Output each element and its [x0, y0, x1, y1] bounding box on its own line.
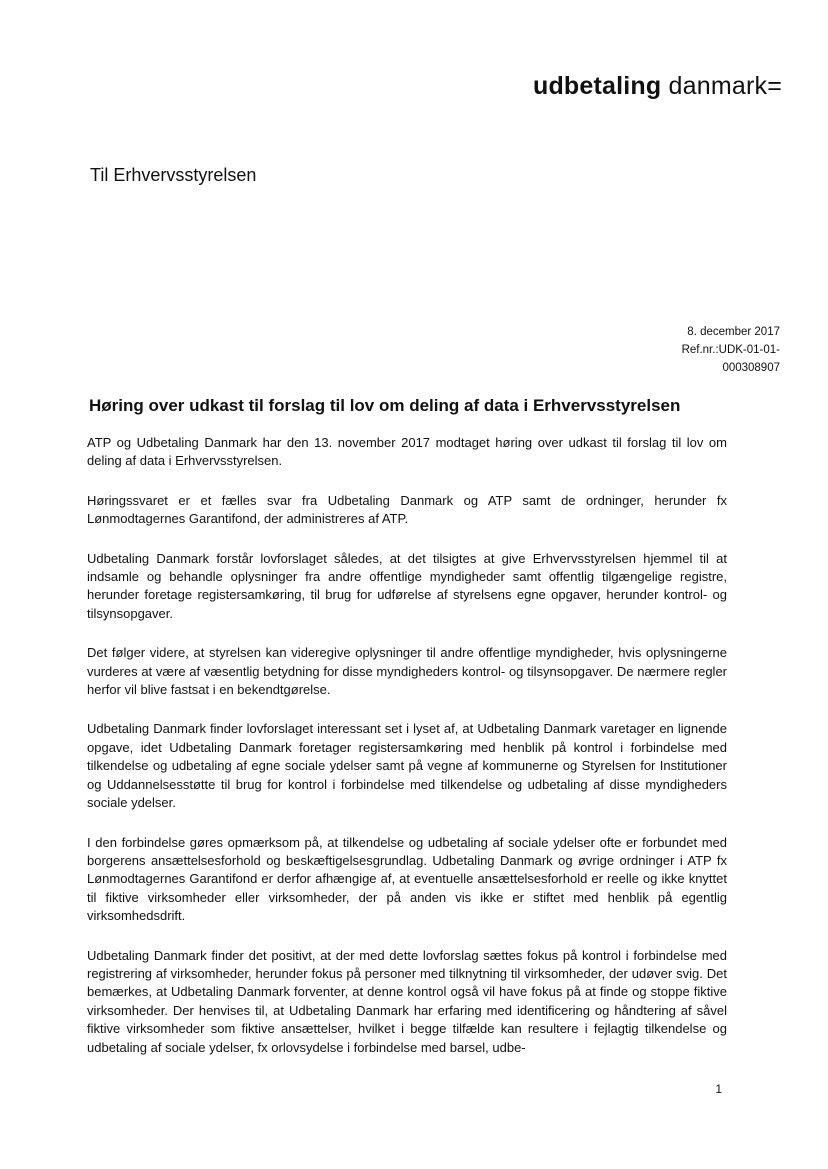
logo-light-text: danmark= — [668, 72, 782, 100]
reference-number-line-2: 000308907 — [722, 362, 780, 374]
body-paragraph: Udbetaling Danmark finder det positivt, at der med dette lovforslag sættes fokus på kontrol i forbindelse med registrering af virksomheder, herunder fokus på personer med tilknytning til virksomheder, der udøver svig. Det bemærkes, at Udbetaling Danmark forventer, at denne kontrol også vil have fokus på at finde og stoppe fiktive virksomheder. Der henvises til, at Udbetaling Danmark har erfaring med identificering og håndtering af såvel fiktive virksomheder som fiktive ansættelser, hvilket i begge tilfælde kan resultere i fejlagtig tilkendelse og udbetaling af sociale ydelser, fx orlovsydelse i forbindelse med barsel, udbe- — [87, 947, 727, 1055]
body-paragraph: ATP og Udbetaling Danmark har den 13. november 2017 modtaget høring over udkast til forslag til lov om deling af data i Erhvervsstyrelsen. — [87, 435, 727, 469]
body-paragraph: Udbetaling Danmark forstår lovforslaget således, at det tilsigtes at give Erhvervsstyrelsen hjemmel til at indsamle og behandle oplysninger fra andre offentlige myndigheder samt offentlig tilgængelige registre, herunder foretage registersamkøring, til brug for udførelse af styrelsens egne opgaver, herunder kontrol- og tilsynsopgaver. — [87, 550, 727, 621]
udbetaling-danmark-logo — [533, 72, 782, 101]
body-paragraph: Det følger videre, at styrelsen kan videregive oplysninger til andre offentlige myndigheder, hvis oplysningerne vurderes at være af væsentlig betydning for disse myndigheders kontrol- og tilsynsopgaver. De nærmere regler herfor vil blive fastsat i en bekendtgørelse. — [87, 645, 727, 698]
document-date: 8. december 2017 — [687, 326, 780, 338]
document-body — [87, 434, 727, 1078]
body-paragraph: I den forbindelse gøres opmærksom på, at tilkendelse og udbetaling af sociale ydelser ofte er forbundet med borgerens ansættelsesforhold og beskæftigelsesgrundlag. Udbetaling Danmark og øvrige ordninger i ATP fx Lønmodtagernes Garantifond er derfor afhængige af, at eventuelle ansættelsesforhold er reelle og ikke knyttet til fiktive virksomheder eller virksomheder, der på anden vis ikke er stiftet med henblik på egentlig virksomhedsdrift. — [87, 834, 727, 924]
reference-number-line-1: Ref.nr.:UDK-01-01- — [681, 344, 780, 356]
page-number: 1 — [715, 1082, 722, 1096]
document-title: Høring over udkast til forslag til lov om deling af data i Erhvervsstyrelsen — [89, 396, 681, 415]
document-meta — [682, 323, 780, 377]
body-paragraph: Høringssvaret er et fælles svar fra Udbetaling Danmark og ATP samt de ordninger, herunder fx Lønmodtagernes Garantifond, der administreres af ATP. — [87, 492, 727, 527]
body-paragraph: Udbetaling Danmark finder lovforslaget interessant set i lyset af, at Udbetaling Danmark varetager en lignende opgave, idet Udbetaling Danmark foretager registersamkøring med henblik på kontrol i forbindelse med tilkendelse og udbetaling af egne sociale ydelser samt på vegne af kommunerne og Styrelsen for Institutioner og Uddannelsesstøtte til brug for kontrol i forbindelse med tilkendelse og udbetaling af disse myndigheders sociale ydelser. — [87, 721, 727, 811]
recipient: Til Erhvervsstyrelsen — [90, 165, 257, 185]
logo-bold-text: udbetaling — [532, 72, 662, 100]
